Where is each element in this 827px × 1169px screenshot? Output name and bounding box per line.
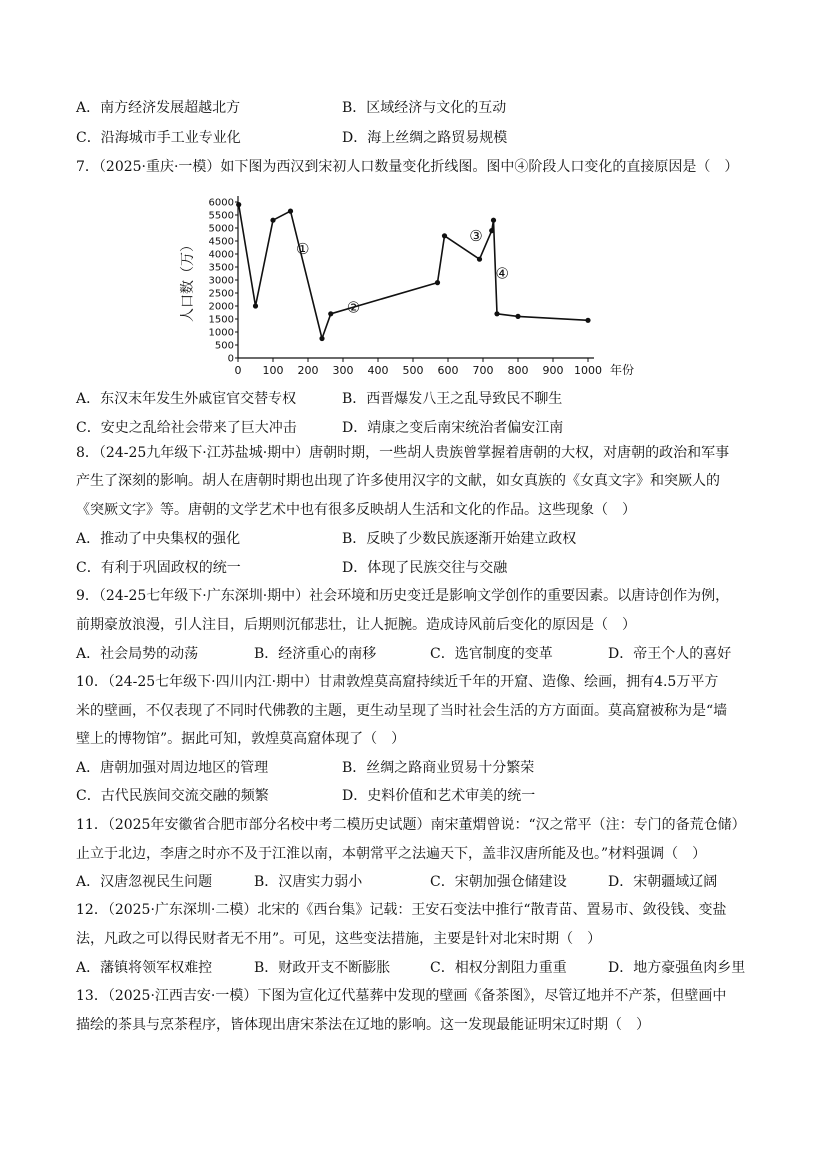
- x-tick-label: 400: [367, 364, 389, 377]
- q7-stem: 7．（2025·重庆·一模）如下图为西汉到宋初人口数量变化折线图。图中④阶段人口变化的直接原因是（ ）: [76, 159, 739, 175]
- q9-line-1: 9．（24-25七年级下·广东深圳·期中）社会环境和历史变迁是影响文学创作的重要因素。以唐诗创作为例，: [76, 588, 730, 604]
- y-tick-label: 5500: [208, 210, 234, 222]
- stage-label-2: ②: [346, 298, 361, 317]
- x-tick-label: 700: [472, 364, 494, 377]
- y-tick-label: 1500: [208, 314, 234, 326]
- data-point: [515, 314, 520, 319]
- q11-line-2: 止立于北边，李唐之时亦不及于江淮以南，本朝常平之法遍天下，盖非汉唐所能及也。”材料强调（ ）: [76, 846, 707, 862]
- q10-option-c[interactable]: C．古代民族间交流交融的频繁: [76, 788, 269, 804]
- q6-option-d[interactable]: D．海上丝绸之路贸易规模: [342, 130, 508, 146]
- x-axis-label: 年份: [609, 363, 635, 377]
- q12-option-a[interactable]: A．藩镇将领军权难控: [76, 960, 213, 976]
- q11-option-d[interactable]: D．宋朝疆域辽阔: [608, 874, 718, 890]
- y-tick-label: 3000: [208, 275, 234, 287]
- y-tick-label: 0: [227, 353, 234, 365]
- y-axis-label: 人口数（万）: [180, 238, 196, 322]
- q8-line-2: 产生了深刻的影响。胡人在唐朝时期也出现了许多使用汉字的文献，如女真族的《女真文字》和突厥人的: [76, 473, 720, 489]
- x-tick-label: 1000: [574, 364, 602, 377]
- q11-option-b[interactable]: B．汉唐实力弱小: [254, 874, 363, 890]
- y-tick-label: 2000: [208, 301, 234, 313]
- q6-option-b[interactable]: B．区域经济与文化的互动: [342, 100, 507, 116]
- q12-option-c[interactable]: C．相权分割阻力重重: [430, 960, 567, 976]
- y-tick-label: 5000: [208, 223, 234, 235]
- stage-label-4: ④: [495, 264, 509, 283]
- data-point: [494, 311, 499, 316]
- q8-line-3: 《突厥文字》等。唐朝的文学艺术中也有很多反映胡人生活和文化的作品。这些现象（ ）: [76, 502, 636, 518]
- y-tick-label: 4000: [208, 249, 234, 261]
- q9-option-b[interactable]: B．经济重心的南移: [254, 646, 377, 662]
- data-point: [328, 311, 333, 316]
- data-point: [270, 218, 275, 223]
- q13-line-1: 13．（2025·江西吉安·一模）下图为宣化辽代墓葬中发现的壁画《备茶图》，尽管辽地并不产茶，但壁画中: [76, 988, 727, 1004]
- y-tick-label: 6000: [208, 197, 234, 209]
- y-tick-label: 2500: [208, 288, 234, 300]
- q12-line-1: 12．（2025·广东深圳·二模）北宋的《西台集》记载：王安石变法中推行“散青苗、置易市、敛役钱、变盐: [76, 902, 727, 918]
- q10-option-d[interactable]: D．史料价值和艺术审美的统一: [342, 788, 536, 804]
- stage-label-3: ③: [469, 226, 483, 245]
- q8-option-a[interactable]: A．推动了中央集权的强化: [76, 531, 241, 547]
- population-series-line: [239, 205, 588, 339]
- population-line-chart: [170, 186, 640, 382]
- q10-line-3: 壁上的博物馆”。据此可知，敦煌莫高窟体现了（ ）: [76, 731, 406, 747]
- data-point: [319, 336, 324, 341]
- q7-option-c[interactable]: C．安史之乱给社会带来了巨大冲击: [76, 420, 297, 436]
- q11-line-1: 11．（2025年安徽省合肥市部分名校中考二模历史试题）南宋董煟曾说：“汉之常平（注：专门的备荒仓储）: [76, 817, 746, 833]
- x-tick-label: 600: [437, 364, 459, 377]
- q8-option-b[interactable]: B．反映了少数民族逐渐开始建立政权: [342, 531, 577, 547]
- q11-option-c[interactable]: C．宋朝加强仓储建设: [430, 874, 567, 890]
- q8-line-1: 8．（24-25九年级下·江苏盐城·期中）唐朝时期，一些胡人贵族曾掌握着唐朝的大权，对唐朝的政治和军事: [76, 445, 730, 461]
- q10-option-a[interactable]: A．唐朝加强对周边地区的管理: [76, 760, 269, 776]
- y-tick-label: 4500: [208, 236, 234, 248]
- q7-option-a[interactable]: A．东汉末年发生外戚宦官交替专权: [76, 391, 297, 407]
- data-point: [491, 218, 496, 223]
- q8-option-c[interactable]: C．有利于巩固政权的统一: [76, 560, 241, 576]
- q9-option-a[interactable]: A．社会局势的动荡: [76, 646, 199, 662]
- q8-option-d[interactable]: D．体现了民族交往与交融: [342, 560, 508, 576]
- y-tick-label: 500: [214, 340, 234, 352]
- y-tick-label: 3500: [208, 262, 234, 274]
- q11-option-a[interactable]: A．汉唐忽视民生问题: [76, 874, 213, 890]
- q10-line-1: 10．（24-25七年级下·四川内江·期中）甘肃敦煌莫高窟持续近千年的开窟、造像、绘画，拥有4.5万平方: [76, 674, 719, 690]
- x-tick-label: 0: [234, 364, 242, 377]
- q6-option-a[interactable]: A．南方经济发展超越北方: [76, 100, 241, 116]
- q9-option-c[interactable]: C．选官制度的变革: [430, 646, 553, 662]
- data-point: [489, 228, 494, 233]
- q12-option-d[interactable]: D．地方豪强鱼肉乡里: [608, 960, 746, 976]
- data-point: [288, 209, 293, 214]
- q10-option-b[interactable]: B．丝绸之路商业贸易十分繁荣: [342, 760, 535, 776]
- stage-label-1: ①: [296, 239, 310, 258]
- data-point: [253, 303, 258, 308]
- x-tick-label: 200: [297, 364, 319, 377]
- data-point: [585, 318, 590, 323]
- q6-option-c[interactable]: C．沿海城市手工业专业化: [76, 130, 241, 146]
- y-tick-label: 1000: [208, 327, 234, 339]
- data-point: [236, 202, 241, 207]
- q9-line-2: 前期豪放浪漫，引人注目，后期则沉郁悲壮，让人扼腕。造成诗风前后变化的原因是（ ）: [76, 617, 636, 633]
- x-tick-label: 900: [542, 364, 564, 377]
- q7-option-d[interactable]: D．靖康之变后南宋统治者偏安江南: [342, 420, 564, 436]
- data-point: [435, 280, 440, 285]
- q13-line-2: 描绘的茶具与烹茶程序，皆体现出唐宋茶法在辽地的影响。这一发现最能证明宋辽时期（ ）: [76, 1017, 650, 1033]
- x-tick-label: 100: [262, 364, 284, 377]
- x-tick-label: 500: [402, 364, 424, 377]
- q7-option-b[interactable]: B．西晋爆发八王之乱导致民不聊生: [342, 391, 563, 407]
- data-point: [442, 233, 447, 238]
- q10-line-2: 米的壁画，不仅表现了不同时代佛教的主题，更生动呈现了当时社会生活的方方面面。莫高窟被称为是“墙: [76, 703, 728, 719]
- q12-line-2: 法，凡政之可以得民财者无不用”。可见，这些变法措施，主要是针对北宋时期（ ）: [76, 931, 602, 947]
- x-tick-label: 800: [507, 364, 529, 377]
- data-point: [477, 257, 482, 262]
- q9-option-d[interactable]: D．帝王个人的喜好: [608, 646, 732, 662]
- q12-option-b[interactable]: B．财政开支不断膨胀: [254, 960, 391, 976]
- x-tick-label: 300: [332, 364, 354, 377]
